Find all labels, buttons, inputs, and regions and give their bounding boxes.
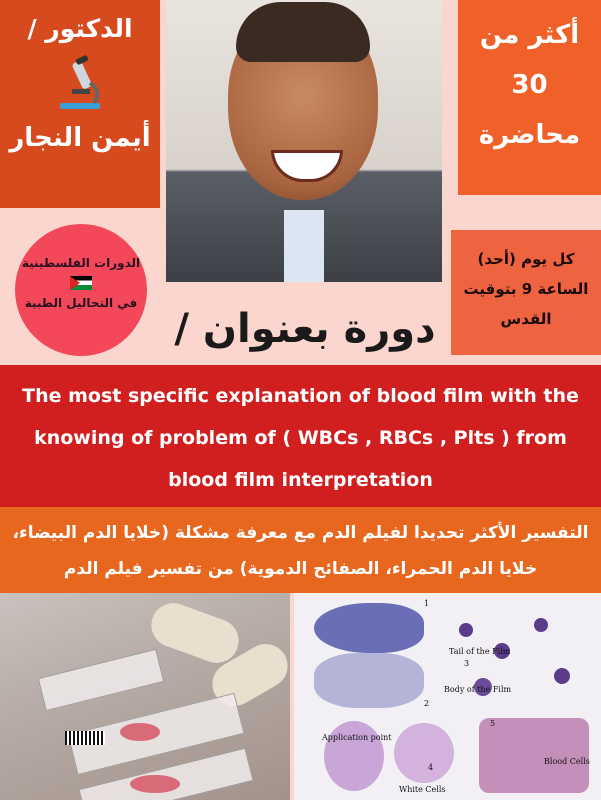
course-label: دورة بعنوان /: [174, 306, 436, 352]
badge-line2: في التحاليل الطبية: [24, 296, 138, 310]
tail-label: Tail of the Film: [449, 647, 511, 656]
figure-label-4: 4: [428, 763, 434, 772]
body-label: Body of the Film: [444, 685, 512, 694]
title-ar-line1: التفسير الأكثر تحديدا لفيلم الدم مع معرفة مشكلة (خلايا الدم البيضاء،: [12, 523, 589, 543]
arabic-title-banner: [0, 507, 601, 593]
doctor-box: [0, 0, 160, 208]
figure-label-5: 5: [490, 719, 496, 728]
english-title-banner: [0, 365, 601, 507]
badge-line1: الدورات الفلسطينية: [21, 256, 141, 270]
figure-label-1: 1: [424, 599, 430, 608]
courses-badge: [15, 224, 147, 356]
schedule-line1: كل يوم (أحد): [477, 250, 575, 268]
doctor-name: أيمن النجار: [9, 123, 151, 153]
blood-cells-label: Blood Cells: [544, 757, 590, 766]
white-cells-label: White Cells: [399, 785, 446, 794]
lectures-line3: محاضرة: [478, 120, 581, 150]
blood-slide-photo: [0, 593, 290, 800]
figure-label-3: 3: [464, 659, 470, 668]
title-en-line1: The most specific explanation of blood film with the: [22, 385, 579, 407]
title-ar-line2: خلايا الدم الحمراء، الصفائح الدموية) من تفسير فيلم الدم: [63, 559, 538, 579]
palestine-flag-icon: [70, 276, 92, 290]
lectures-box: [458, 0, 601, 195]
schedule-box: [451, 230, 601, 355]
title-en-line3: blood film interpretation: [168, 469, 433, 491]
application-point-label: Application point: [322, 733, 392, 742]
title-en-line2: knowing of problem of ( WBCs , RBCs , Plts ) from: [34, 427, 567, 449]
lectures-line1: أكثر من: [479, 20, 580, 50]
figure-label-2: 2: [424, 699, 430, 708]
lectures-count: 30: [511, 70, 548, 100]
doctor-title: الدكتور /: [27, 14, 133, 43]
barcode-icon: [65, 731, 105, 745]
microscope-icon: [50, 53, 110, 113]
schedule-line3: القدس: [500, 310, 552, 328]
doctor-photo: [166, 0, 442, 282]
blood-film-diagram: [294, 593, 601, 800]
schedule-line2: الساعة 9 بتوقيت: [463, 280, 589, 298]
